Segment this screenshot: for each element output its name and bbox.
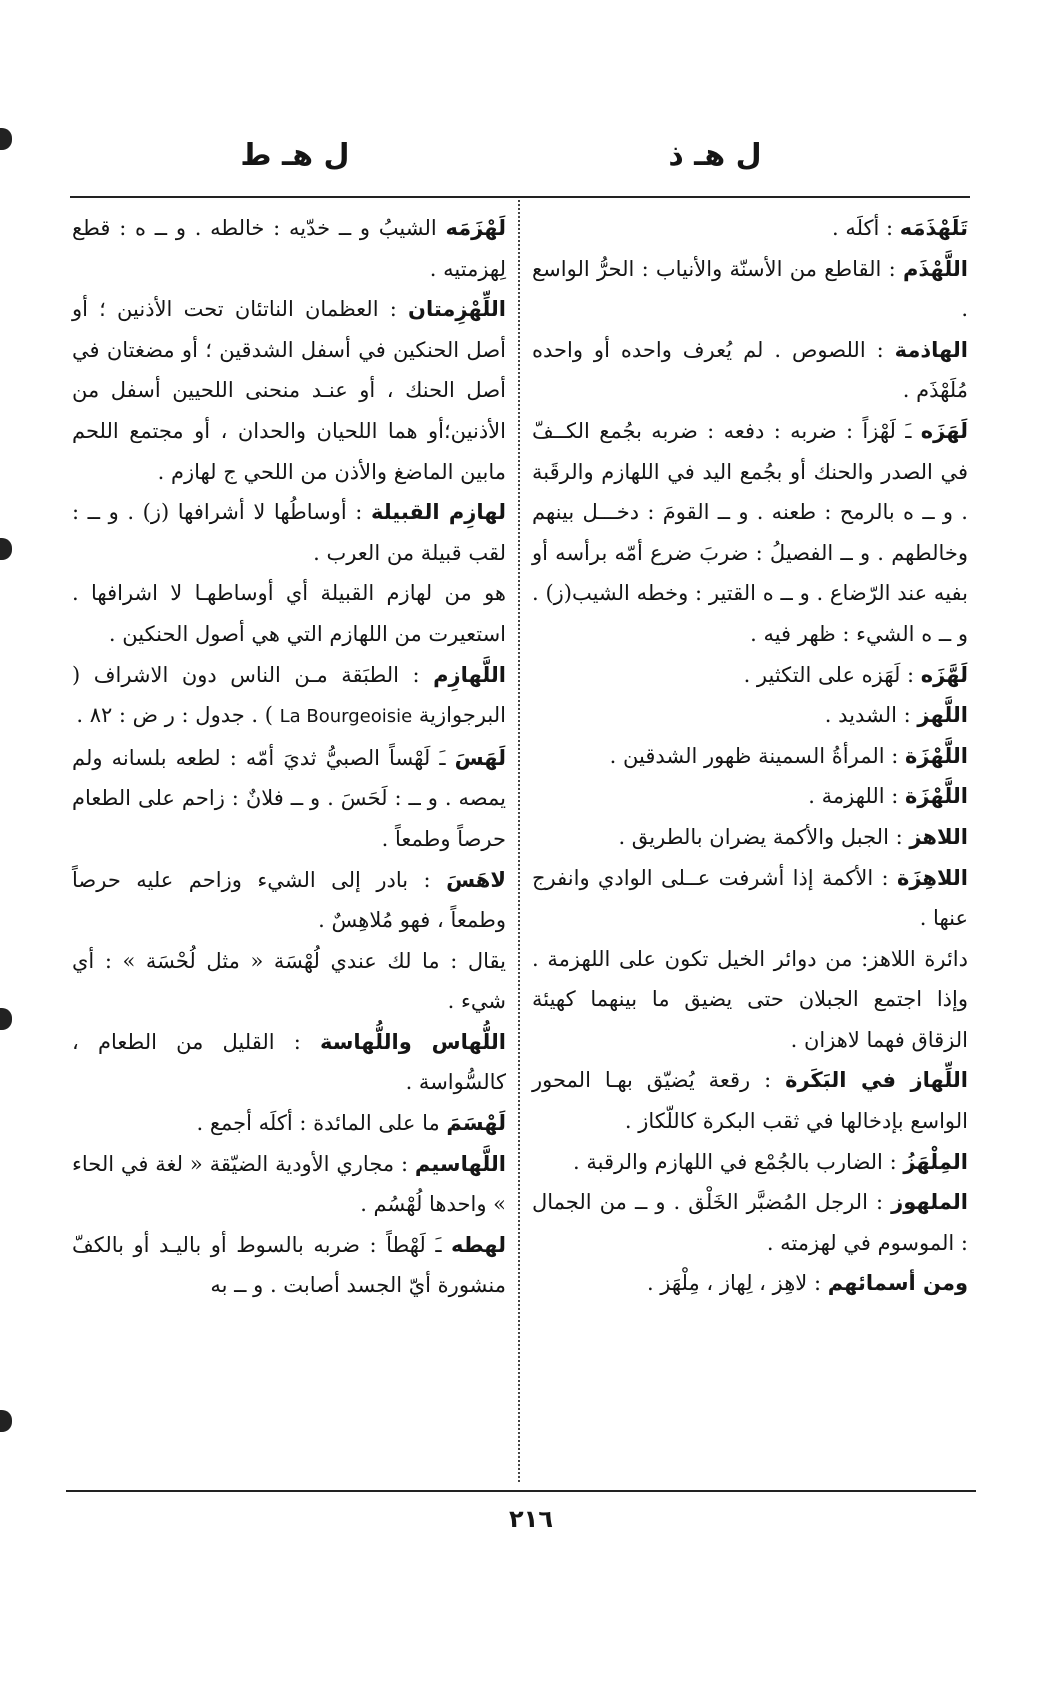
entry-definition: ما على المائدة : أكلَه أجمع .	[196, 1111, 447, 1136]
entry-headword: اللاهز	[909, 824, 968, 849]
binding-mark	[0, 1008, 12, 1030]
latin-gloss: La Bourgeoisie	[279, 706, 413, 728]
entry-definition: : الطبَقة مـن الناس دون الاشراف ( البرجوازية	[72, 662, 506, 728]
entry-headword: لهطه	[451, 1232, 506, 1257]
entry-definition: : رقعة يُضيّق بهـا المحور الواسع بإدخالها في ثقب البكرة كاللّكاز .	[532, 1068, 968, 1134]
page-number: ٢١٦	[509, 1505, 553, 1533]
dictionary-entry	[532, 695, 968, 736]
dictionary-entry	[532, 330, 968, 411]
dictionary-entry	[532, 939, 968, 1061]
entry-headword: اللاهِزَة	[896, 865, 968, 890]
entry-definition: : بادر إلى الشيء وزاحم عليه حرصاً وطمعاً ، فهو مُلاهِسٌ .	[72, 867, 506, 933]
entry-headword: تَلَهْذَمَه	[899, 216, 968, 240]
entry-headword: اللَّهْزَة	[905, 743, 968, 768]
dictionary-entry	[532, 208, 968, 249]
binding-mark	[0, 538, 12, 560]
dictionary-entry	[72, 1103, 506, 1144]
dictionary-entry	[532, 817, 968, 858]
dictionary-entry	[72, 1144, 506, 1225]
entry-definition: : لاهِز ، لِهاز ، مِلْهَز .	[646, 1271, 828, 1296]
entry-headword: لَهَسَ	[454, 745, 506, 770]
dictionary-entry	[532, 736, 968, 777]
entry-headword: اللَّهازِم	[433, 662, 506, 687]
entry-headword: لَهَزَه	[920, 418, 968, 443]
dictionary-entry	[532, 1182, 968, 1263]
dictionary-entry	[532, 249, 968, 330]
entry-definition: الشيبُ و ــ خدّيه : خالطه . و ــ ه : قطع لِهزمتيه .	[72, 216, 506, 281]
dictionary-entry	[72, 289, 506, 492]
bottom-rule	[66, 1490, 976, 1492]
dictionary-entry	[72, 941, 506, 1022]
entry-headword: اللَّهْزَة	[905, 784, 968, 809]
dictionary-entry	[532, 858, 968, 939]
entry-definition: دائرة اللاهز: من دوائر الخيل تكون على اللهزمة . وإذا اجتمع الجبلان حتى يضيق ما بينهما كهيئة الزقاق فهما لاهزان .	[532, 946, 968, 1052]
entry-definition: : الجبل والأكمة يضران بالطريق .	[618, 824, 910, 849]
entry-headword: لاهَسَ	[446, 867, 506, 892]
column-separator	[518, 200, 520, 1482]
left-column	[72, 208, 506, 1306]
entry-headword: لَهْزَمَه	[445, 216, 506, 240]
entry-headword: لَهَّزَه	[920, 662, 968, 687]
entry-definition: يقال : ما لك عندي لُهْسَة « مثل لُحْسَة » : أي شيء .	[72, 948, 506, 1014]
entry-definition: : أكلَه .	[831, 216, 900, 240]
top-rule	[70, 196, 970, 198]
dictionary-entry	[532, 776, 968, 817]
entry-headword: لهازِم القبيلة	[370, 500, 506, 525]
entry-definition: : القليل من الطعام ، كالسُّواسة .	[72, 1029, 506, 1095]
entry-headword: اللَّهاسيم	[414, 1151, 506, 1176]
entry-definition: : الضارب بالجُمْع في اللهازم والرقبة .	[573, 1149, 904, 1174]
entry-definition: : القاطع من الأسنّة والأنياب : الحرُّ الواسع .	[532, 256, 968, 322]
left-header-root: ل هـ ط	[240, 138, 350, 173]
dictionary-entry	[72, 860, 506, 941]
entry-definition-tail: ) . جدول : ر ض : ٨٢ .	[76, 703, 273, 728]
dictionary-entry	[532, 411, 968, 655]
entry-headword: اللُّهاس واللُّهاسة	[319, 1029, 506, 1054]
dictionary-entry	[72, 655, 506, 738]
right-column	[532, 208, 968, 1304]
entry-definition: : الأكمة إذا أشرفت عــلى الوادي وانفرج عنها .	[532, 865, 968, 931]
dictionary-entry	[72, 1022, 506, 1103]
dictionary-entry	[532, 655, 968, 696]
entry-headword: اللَّهْذَم	[902, 256, 968, 281]
entry-headword: الملهوز	[891, 1190, 968, 1215]
entry-headword: اللَّهز	[917, 703, 968, 728]
entry-headword: اللِّهْزِمتان	[408, 297, 506, 322]
entry-headword: ومن أسمائهم	[827, 1271, 968, 1296]
dictionary-entry	[72, 573, 506, 654]
dictionary-entry	[532, 1060, 968, 1141]
dictionary-entry	[72, 208, 506, 289]
entry-definition: ـَ لَهْطاً : ضربه بالسوط أو باليـد أو بالكفّ منشورة أيّ الجسد أصابت . و ــ به	[72, 1232, 506, 1298]
entry-headword: المِلْهَزُ	[903, 1149, 968, 1174]
entry-definition: : اللهزمة .	[808, 784, 906, 809]
entry-definition: ـَ لَهْزاً : ضربه : دفعه : ضربه بجُمع الكــفّ في الصدر والحنك أو بجُمع اليد في اللهازم والرقَبة . و ــ ه بالرمح : طعنه . و ــ القومَ : دخـــل بينهم وخالطهم . و ــ الفصيلُ : ضربَ ضرع أمّه برأسه أو بفيه عند الرّضاع . و ــ ه القتير : وخطه الشيب(ز) . و ــ ه الشيء : ظهر فيه .	[532, 418, 968, 646]
dictionary-entry	[72, 738, 506, 860]
dictionary-entry	[72, 1225, 506, 1306]
entry-definition: : أوساطُها لا أشرافها (ز) . و ــ : لقب قبيلة من العرب .	[72, 500, 506, 565]
entry-headword: اللِّهاز في البَكَرة	[785, 1068, 968, 1093]
entry-definition: : مجاري الأودية الضيّقة « لغة في الحاء » واحدها لُهْسُم .	[72, 1151, 506, 1217]
entry-headword: لَهْسَمَ	[446, 1111, 506, 1136]
entry-definition: : الشديد .	[824, 703, 918, 728]
dictionary-entry	[532, 1142, 968, 1183]
entry-definition: : اللصوص . لم يُعرف واحده أو واحده مُلَهْذَم .	[532, 337, 968, 403]
binding-mark	[0, 128, 12, 150]
dictionary-entry	[532, 1263, 968, 1304]
entry-definition: : الرجل المُضبَّر الخَلْق . و ــ من الجمال : الموسوم في لهزمته .	[532, 1190, 968, 1255]
entry-headword: الهاذمة	[894, 337, 968, 362]
entry-definition: ـَ لَهْساً الصبيُّ ثديَ أمّه : لطعه بلسانه ولم يمصه . و ــ : لَحَسَ . و ــ فلانٌ : زاحم على الطعام حرصاً وطمعاً .	[72, 745, 506, 851]
dictionary-entry	[72, 492, 506, 573]
entry-definition: : المرأةُ السمينة ظهور الشدقين .	[609, 743, 906, 768]
entry-definition: : العظمان الناتئان تحت الأذنين ؛ أو أصل الحنكين في أسفل الشدقين ؛ أو مضغتان في أصل الحنك ، أو عنـد منحنى اللحيين أسفل من الأذنين؛أو هما اللحيان والحدان ، أو مجتمع اللحم مابين الماضغ والأذن من اللحي ج لهازم .	[72, 297, 506, 484]
right-header-root: ل هـ ذ	[668, 138, 762, 173]
entry-definition: : لَهَزه على التكثير .	[743, 662, 921, 687]
entry-definition: هو من لهازم القبيلة أي أوساطهـا لا اشرافها . استعيرت من اللهازم التي هي أصول الحنكين .	[72, 581, 506, 646]
binding-mark	[0, 1410, 12, 1432]
